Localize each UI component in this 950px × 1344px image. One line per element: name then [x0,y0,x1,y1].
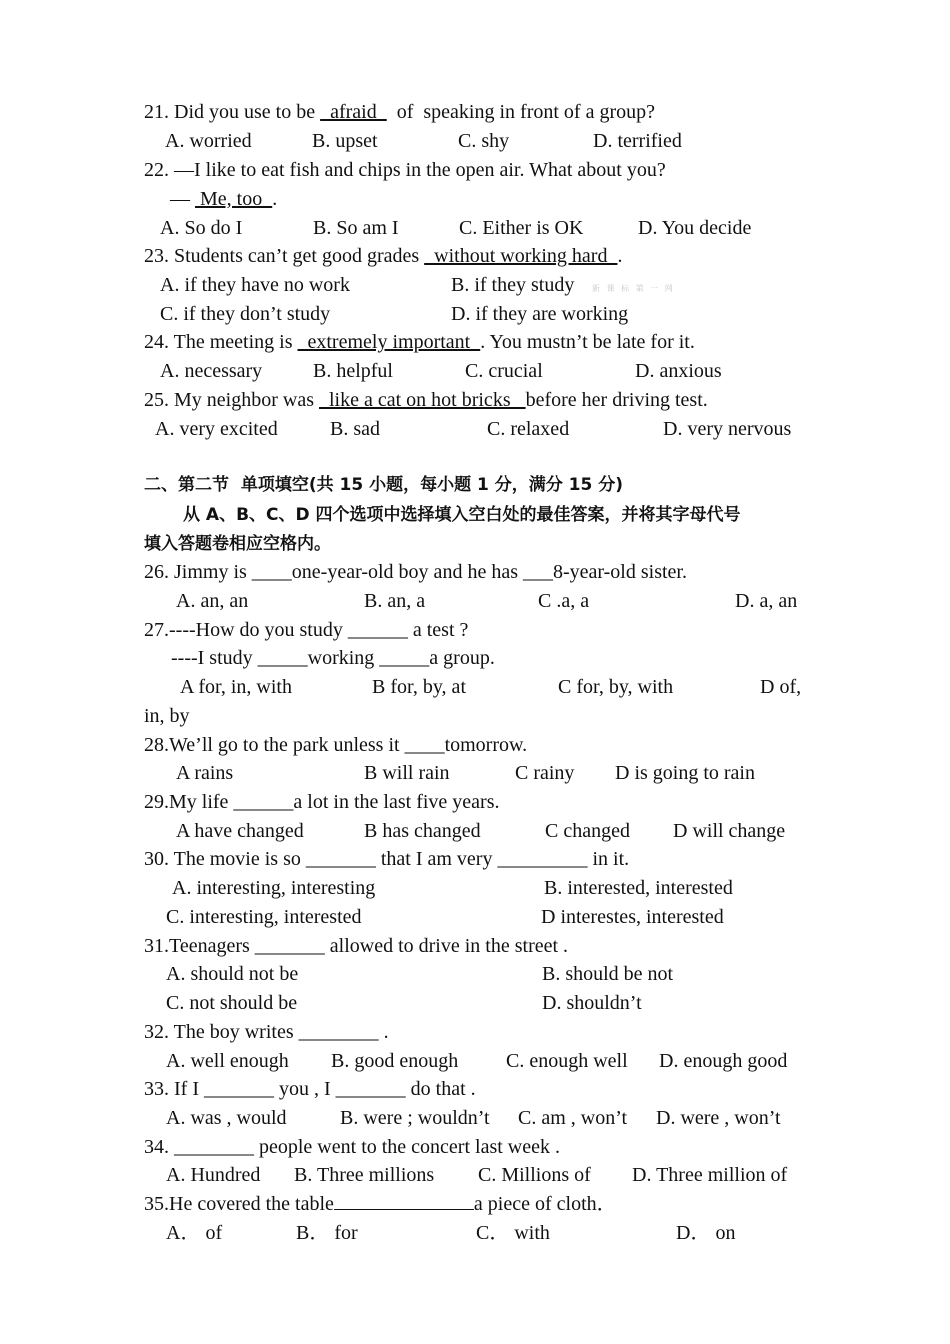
option-b: B. helpful [313,360,393,382]
option-c: C. Millions of [478,1164,591,1186]
option-d: D interestes, interested [541,906,724,928]
option-b: B. good enough [331,1050,459,1072]
question-text: 35.He covered the table [144,1193,334,1215]
question-28: 28.We’ll go to the park unless it ____tomorrow. [144,734,528,756]
question-text: 25. My neighbor was [144,389,319,411]
question-25 [144,387,708,413]
question-29: 29.My life ______a lot in the last five years. [144,791,500,813]
answer-underlined: Me, too [195,188,273,210]
option-c: C. interesting, interested [166,906,362,928]
watermark: 新 课 标 第 一 网 [592,284,675,293]
option-a: A have changed [176,820,304,842]
option-b: B. Three millions [294,1164,435,1186]
option-c: C for, by, with [558,676,674,698]
option-c: C. if they don’t study [160,303,331,325]
question-35 [144,1191,617,1217]
option-a: A． of [166,1222,223,1244]
question-text: . [272,188,278,210]
question-34: 34. ________ people went to the concert last week . [144,1136,560,1158]
option-d: D. terrified [593,130,682,152]
option-a: A rains [176,762,234,784]
option-d: D of, [760,676,802,698]
option-c: C. crucial [465,360,543,382]
option-d: D is going to rain [615,762,755,784]
option-a: A. worried [165,130,252,152]
question-32: 32. The boy writes ________ . [144,1021,389,1043]
option-b: B． for [296,1222,358,1244]
question-22: 22. —I like to eat fish and chips in the open air. What about you? [144,159,666,181]
answer-blank [334,1191,474,1210]
option-d: D. enough good [659,1050,788,1072]
option-a: A. should not be [166,963,299,985]
option-a: A. interesting, interesting [172,877,376,899]
answer-underlined: extremely important [297,331,481,353]
question-26: 26. Jimmy is ____one-year-old boy and he has ___8-year-old sister. [144,561,687,583]
answer-underlined: like a cat on hot bricks [318,389,526,411]
question-text: . You mustn’t be late for it. [480,331,695,353]
question-33: 33. If I _______ you , I _______ do that . [144,1078,476,1100]
option-c: C. not should be [166,992,298,1014]
question-text: . [617,245,623,267]
option-b: B. an, a [364,590,426,612]
option-b: B for, by, at [372,676,466,698]
option-d: D. if they are working [451,303,629,325]
option-d: D. You decide [638,217,752,239]
answer-underlined: afraid [320,101,387,123]
option-c: C .a, a [538,590,590,612]
option-d: D． on [676,1222,736,1244]
option-a: A. an, an [176,590,249,612]
option-b: B. upset [312,130,378,152]
option-a: A. was , would [166,1107,287,1129]
option-c: C. shy [458,130,510,152]
option-c: C rainy [515,762,575,784]
question-27: 27.----How do you study ______ a test ? [144,619,469,641]
option-d: D. a, an [735,590,798,612]
option-d-continued: in, by [144,705,190,727]
option-c: C． with [476,1222,550,1244]
option-b: B will rain [364,762,450,784]
question-text: before her driving test. [525,389,708,411]
option-c: C. relaxed [487,418,570,440]
option-a: A. So do I [160,217,243,239]
question-21 [144,99,655,125]
option-c: C. am , won’t [518,1107,628,1129]
question-22-reply [160,186,277,212]
question-27-reply: ----I study _____working _____a group. [171,647,495,669]
option-a: A. very excited [155,418,278,440]
answer-underlined: without working hard [424,245,618,267]
question-text: 23. Students can’t get good grades [144,245,425,267]
option-c: C. Either is OK [459,217,584,239]
option-b: B. interested, interested [544,877,733,899]
question-24 [144,329,695,355]
option-d: D will change [673,820,786,842]
option-d: D. shouldn’t [542,992,642,1014]
option-c: C changed [545,820,630,842]
question-23 [144,243,622,269]
option-b: B. were ; wouldn’t [340,1107,490,1129]
question-text: 24. The meeting is [144,331,298,353]
option-a: A. Hundred [166,1164,261,1186]
option-a: A for, in, with [180,676,292,698]
section-instructions: 填入答题卷相应空格内。 [144,534,331,554]
option-b: B. should be not [542,963,674,985]
option-b: B. if they study [451,274,575,296]
option-d: D. very nervous [663,418,792,440]
question-31: 31.Teenagers _______ allowed to drive in the street . [144,935,569,957]
option-c: C. enough well [506,1050,628,1072]
dash: — [160,188,195,210]
option-d: D. anxious [635,360,722,382]
option-a: A. well enough [166,1050,289,1072]
section-instructions: 从 A、B、C、D 四个选项中选择填入空白处的最佳答案，并将其字母代号 [183,505,741,525]
option-b: B. sad [330,418,380,440]
question-text: of speaking in front of a group? [386,101,655,123]
option-a: A. if they have no work [160,274,350,296]
option-d: D. were , won’t [656,1107,781,1129]
option-b: B has changed [364,820,481,842]
question-30: 30. The movie is so _______ that I am very _________ in it. [144,848,630,870]
option-a: A. necessary [160,360,263,382]
section-title: 二、第二节 单项填空(共 15 小题，每小题 1 分，满分 15 分) [144,475,624,495]
option-b: B. So am I [313,217,399,239]
question-text: 21. Did you use to be [144,101,321,123]
question-text: a piece of cloth． [473,1193,617,1215]
option-d: D. Three million of [632,1164,788,1186]
